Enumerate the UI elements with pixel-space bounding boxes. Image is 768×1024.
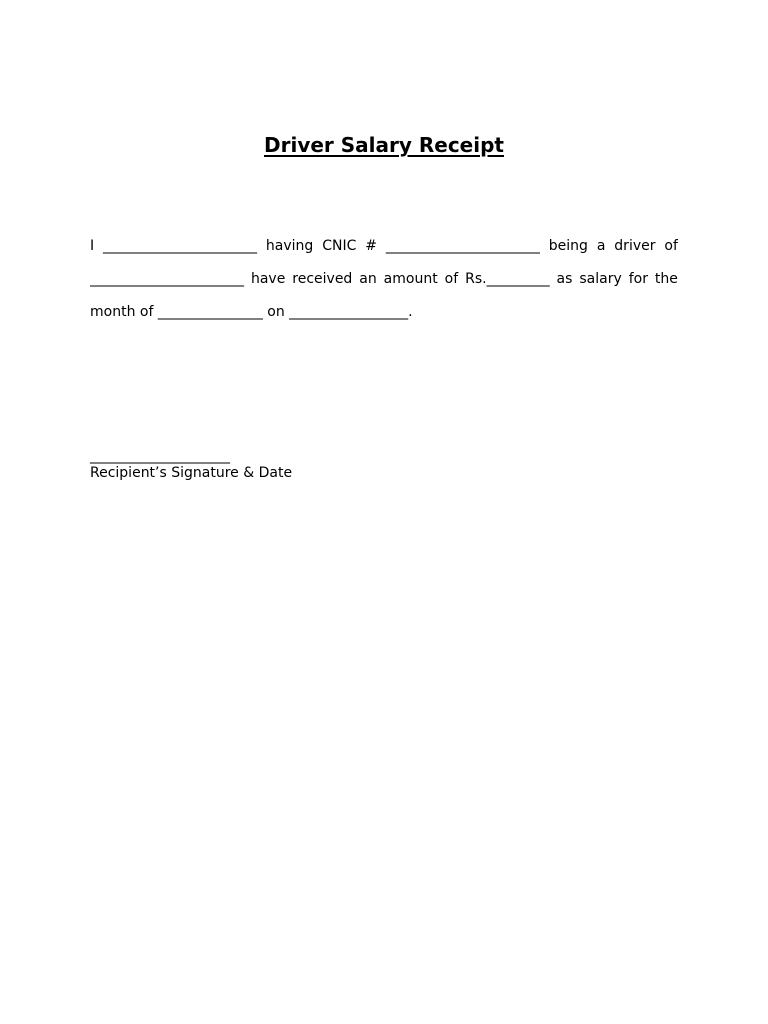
body-word: being bbox=[548, 238, 588, 254]
body-word: ______________________ bbox=[103, 238, 258, 254]
body-word: driver bbox=[614, 238, 656, 254]
body-line-1 bbox=[90, 236, 678, 256]
body-word: amount bbox=[383, 271, 438, 287]
body-line-2 bbox=[90, 269, 678, 289]
body-word: of bbox=[444, 271, 459, 287]
body-word: salary bbox=[579, 271, 622, 287]
body-word: of bbox=[664, 238, 678, 254]
body-word: as bbox=[556, 271, 573, 287]
body-word: received bbox=[292, 271, 353, 287]
body-word: for bbox=[628, 271, 648, 287]
body-word: # bbox=[365, 238, 377, 254]
body-word: an bbox=[359, 271, 377, 287]
body-line-3-text: month of _______________ on _________________. bbox=[90, 304, 413, 320]
signature-line: ____________________ bbox=[90, 448, 230, 464]
body-line-3 bbox=[90, 302, 678, 322]
body-word: ______________________ bbox=[385, 238, 540, 254]
body-word: CNIC bbox=[322, 238, 357, 254]
body-word: have bbox=[250, 271, 286, 287]
signature-label: Recipient’s Signature & Date bbox=[90, 465, 293, 481]
body-word: ______________________ bbox=[90, 271, 244, 287]
body-word: a bbox=[596, 238, 606, 254]
body-word: the bbox=[654, 271, 678, 287]
body-word: Rs._________ bbox=[465, 271, 550, 287]
document-title: Driver Salary Receipt bbox=[264, 133, 504, 157]
body-word: I bbox=[90, 238, 95, 254]
body-word: having bbox=[265, 238, 314, 254]
